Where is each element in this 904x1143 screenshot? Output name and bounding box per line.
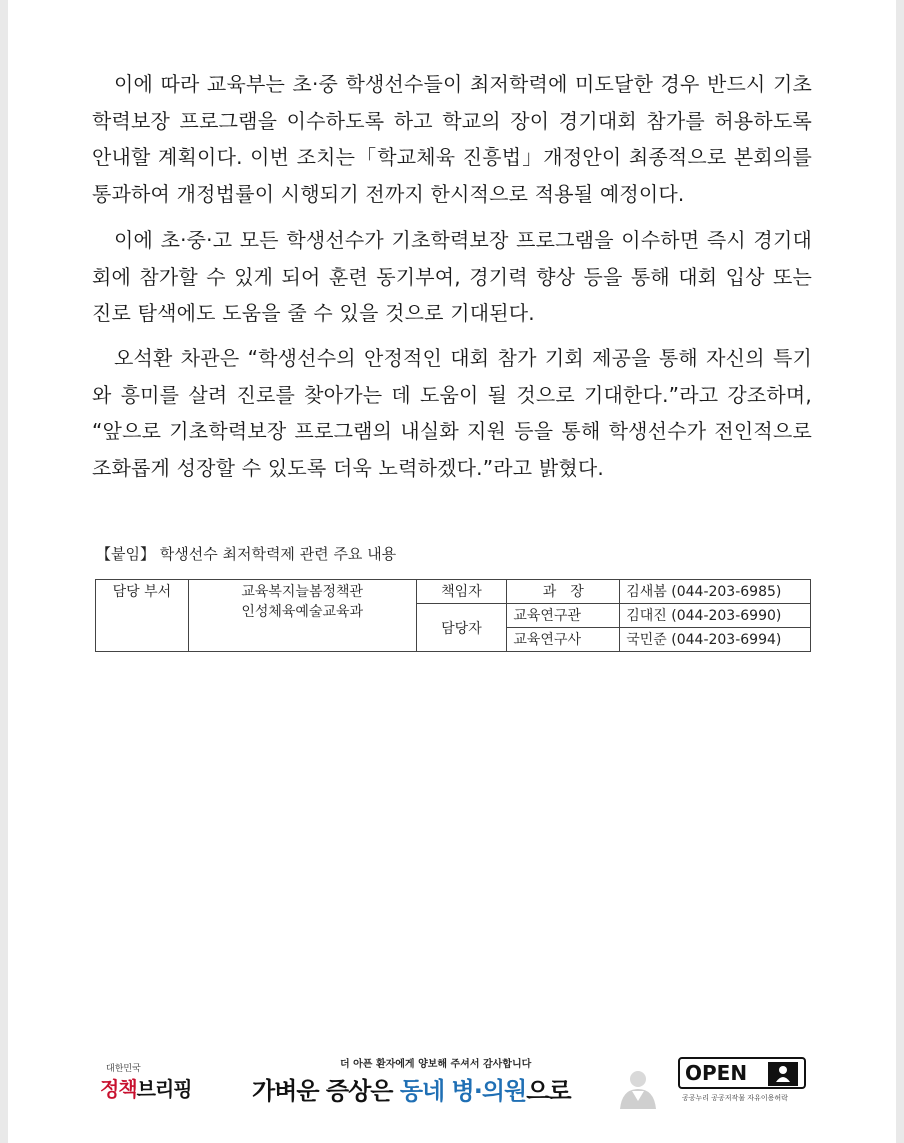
page-frame-left <box>0 0 8 1143</box>
body-paragraph-2: 이에 초·중·고 모든 학생선수가 기초학력보장 프로그램을 이수하면 즉시 경기대회에 참가할 수 있게 되어 훈련 동기부여, 경기력 향상 등을 통해 대회 입상 또는 진로 탐색에도 도움을 줄 수 있을 것으로 기대된다. <box>92 228 812 325</box>
campaign-banner[interactable] <box>252 1051 657 1111</box>
responsible-label-cell: 책임자 <box>416 580 507 604</box>
dept-name-2: 인성체육예술교육과 <box>241 604 364 620</box>
attribution-person-icon <box>768 1062 798 1086</box>
banner-headline-black: 가벼운 증상은 <box>252 1077 400 1105</box>
banner-headline-blue: 동네 병·의원 <box>399 1077 527 1105</box>
title-cell: 교육연구관 <box>507 604 620 628</box>
banner-headline-tail: 으로 <box>526 1077 571 1105</box>
body-paragraph-1: 이에 따라 교육부는 초·중 학생선수들이 최저학력에 미도달한 경우 반드시 기초학력보장 프로그램을 이수하도록 하고 학교의 장이 경기대회 참가를 허용하도록 안내할 계획이다. 이번 조치는「학교체육 진흥법」개정안이 최종적으로 본회의를 통과하여 개정법률이 시행되기 전까지 한시적으로 적용될 예정이다. <box>92 72 812 206</box>
contact-cell: 국민준 (044-203-6994) <box>620 628 811 652</box>
doctor-illustration-icon <box>612 1067 656 1109</box>
page-frame-right <box>896 0 904 1143</box>
footer <box>0 1045 904 1115</box>
brand-small-text: 대한민국 <box>106 1064 141 1074</box>
title-cell: 교육연구사 <box>507 628 620 652</box>
banner-headline <box>252 1071 571 1106</box>
dept-name-1: 교육복지늘봄정책관 <box>241 584 364 600</box>
open-license-box <box>678 1057 806 1089</box>
open-license-badge[interactable] <box>678 1057 808 1107</box>
dept-label-cell: 담당 부서 <box>96 580 189 652</box>
contact-cell: 김대진 (044-203-6990) <box>620 604 811 628</box>
contact-cell: 김새봄 (044-203-6985) <box>620 580 811 604</box>
table-row <box>96 580 811 604</box>
person-label-cell: 담당자 <box>416 604 507 652</box>
brand-big-rest: 브리핑 <box>136 1077 192 1101</box>
banner-subtitle: 더 아픈 환자에게 양보해 주셔서 감사합니다 <box>340 1059 532 1070</box>
brand-big-text <box>100 1073 192 1102</box>
dept-name-cell <box>188 580 416 652</box>
contact-table <box>95 579 811 652</box>
open-text: OPEN <box>685 1061 748 1085</box>
body-paragraph-3: 오석환 차관은 “학생선수의 안정적인 대회 참가 기회 제공을 통해 자신의 특기와 흥미를 살려 진로를 찾아가는 데 도움이 될 것으로 기대한다.”라고 강조하며, “앞으로 기초학력보장 프로그램의 내실화 지원 등을 통해 학생선수가 전인적으로 조화롭게 성장할 수 있도록 더욱 노력하겠다.”라고 밝혔다. <box>92 346 812 480</box>
brand-big-red: 정책 <box>100 1077 137 1101</box>
policy-briefing-logo[interactable] <box>100 1061 200 1105</box>
attachment-title: 【붙임】 학생선수 최저학력제 관련 주요 내용 <box>96 545 397 563</box>
title-cell: 과 장 <box>507 580 620 604</box>
open-license-caption: 공공누리 공공저작물 자유이용허락 <box>682 1094 788 1102</box>
